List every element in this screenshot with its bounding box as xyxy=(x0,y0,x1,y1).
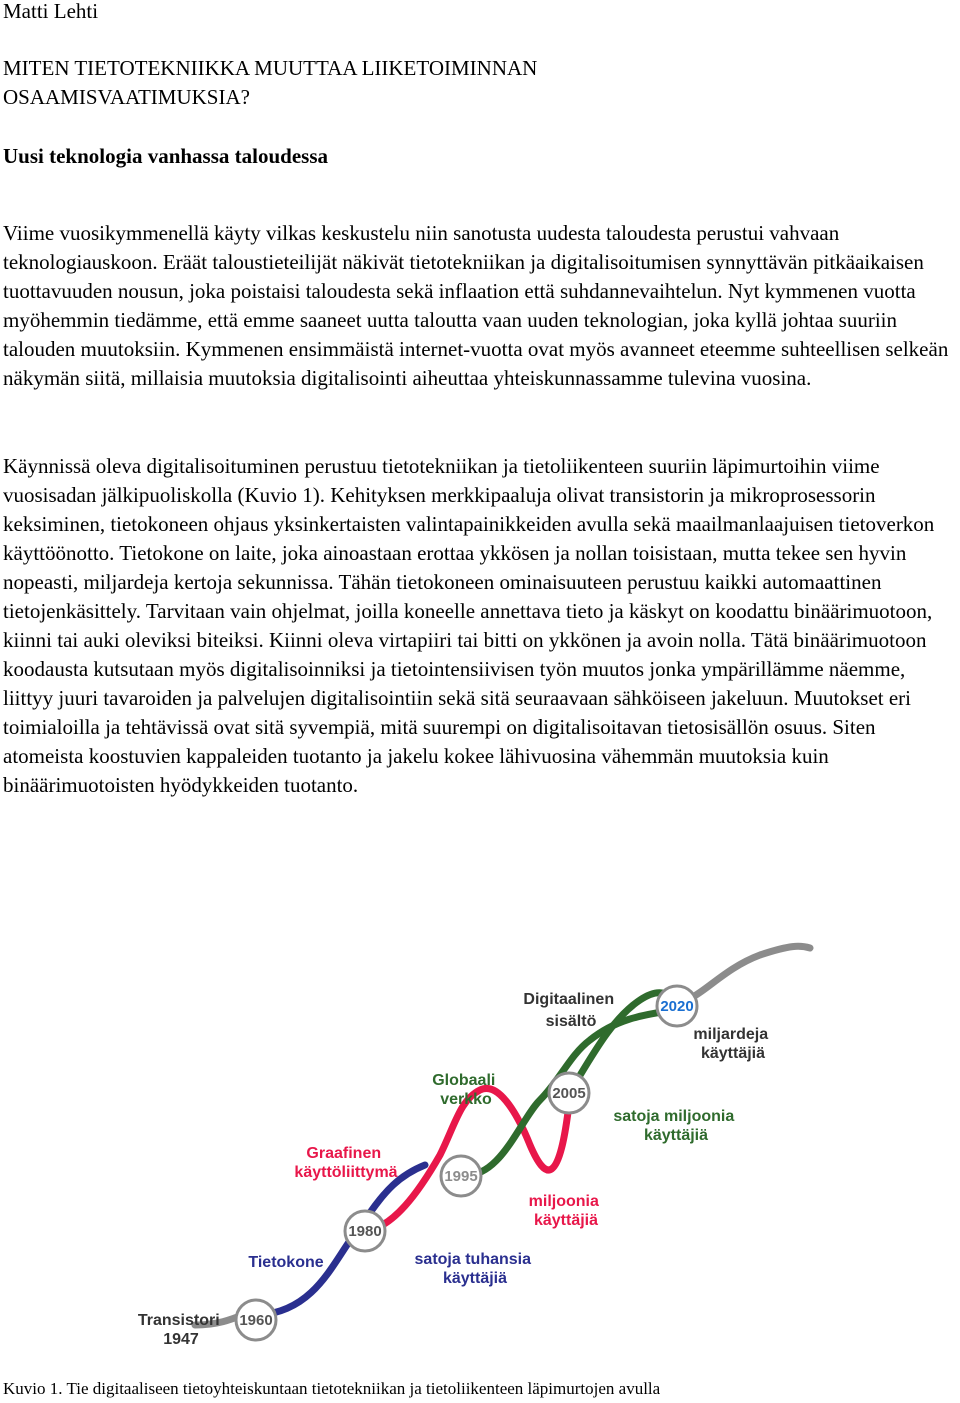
title-line-1: MITEN TIETOTEKNIIKKA MUUTTAA LIIKETOIMINNAN xyxy=(3,56,538,80)
label-miljoonia: miljoonia käyttäjiä xyxy=(528,1193,599,1229)
figure-svg xyxy=(0,920,960,1360)
title-line-2: OSAAMISVAATIMUKSIA? xyxy=(3,85,250,109)
paragraph-1: Viime vuosikymmenellä käyty vilkas keskustelu niin sanotusta uudesta taloudesta perustui vahvaan teknologiauskoon. Eräät taloustieteilijät näkivät tietotekniikan ja digitalisoitumisen synnyttävän pitkäaikaisen tuottavuuden nousun, joka poistaisi taloudesta sekä inflaation että suhdannevaihtelun. Nyt kymmenen vuotta myöhemmin tiedämme, että emme saaneet uutta taloutta vaan uuden teknologian, joka kyllä johtaa suuriin talouden muutoksiin. Kymmenen ensimmäistä internet-vuotta ovat myös avanneet eteemme suhteellisen selkeän näkymän siitä, millaisia muutoksia digitalisointi aiheuttaa yhteiskunnassamme tulevina vuosina. xyxy=(3,221,949,390)
year-1995-text: 1995 xyxy=(444,1168,478,1185)
year-badge-1980 xyxy=(345,1211,385,1251)
year-badge-2005 xyxy=(549,1073,589,1113)
year-2020-text: 2020 xyxy=(660,998,694,1015)
label-satoja-miljoonia: satoja miljoonia käyttäjiä xyxy=(613,1108,735,1144)
figure-digital-road xyxy=(0,920,960,1360)
year-badge-2020 xyxy=(657,986,697,1026)
year-1960-text: 1960 xyxy=(239,1312,273,1329)
curve-segment-navy xyxy=(260,1165,425,1315)
paragraph-2: Käynnissä oleva digitalisoituminen perustuu tietotekniikan ja tietoliikenteen suuriin läpimurtoihin viime vuosisadan jälkipuoliskolla (Kuvio 1). Kehityksen merkkipaaluja olivat transistorin ja mikroprosessorin keksiminen, tietokoneen ohjaus yksinkertaisten valintapainikkeiden avulla sekä maailmanlaajuisen tietoverkon käyttöönotto. Tietokone on laite, joka ainoastaan erottaa ykkösen ja nollan toisistaan, mutta tekee sen hyvin nopeasti, miljardeja kertoja sekunnissa. Tähän tietokoneen ominaisuuteen perustuu kaikki automaattinen tietojenkäsittely. Tarvitaan vain ohjelmat, joilla koneelle annettava tieto ja käskyt on koodattu binäärimuotoon, kiinni tai auki oleviksi biteiksi. Kiinni oleva virtapiiri tai bitti on ykkönen ja avoin nolla. Tätä binäärimuotoon koodausta kutsutaan myös digitalisoinniksi ja tietointensiivisen työn muutos jonka ympärillämme näemme, liittyy juuri tavaroiden ja palvelujen digitalisointiin sekä sitä seuraavaan sähköiseen jakeluun. Muutokset eri toimialoilla ja tehtävissä ovat sitä syvempiä, mitä suurempi on digitalisoitavan tietosisällön osuus. Siten atomeista koostuvien kappaleiden tuotanto ja jakelu kokee lähivuosina vähemmän muutoksia kuin binäärimuotoisten hyödykkeiden tuotanto. xyxy=(3,454,935,797)
label-graafinen-kayttoliittyma: Graafinen käyttöliittymä xyxy=(294,1145,398,1181)
author-name: Matti Lehti xyxy=(3,0,99,23)
label-tietokone: Tietokone xyxy=(248,1254,324,1271)
year-badge-1995 xyxy=(441,1156,481,1196)
figure-caption: Kuvio 1. Tie digitaaliseen tietoyhteiskuntaan tietotekniikan ja tietoliikenteen läpimurtojen avulla xyxy=(3,1379,661,1398)
year-1980-text: 1980 xyxy=(348,1223,382,1240)
label-satoja-tuhansia: satoja tuhansia käyttäjiä xyxy=(414,1251,532,1287)
label-digitaalinen-sisalto: Digitaalinen sisältö xyxy=(523,991,615,1030)
document-title xyxy=(3,54,903,112)
label-transistori: Transistori 1947 xyxy=(137,1312,220,1348)
label-miljardeja: miljardeja käyttäjiä xyxy=(693,1026,769,1062)
curve-segment-gray-end xyxy=(678,946,810,1002)
label-globaali-verkko: Globaali verkko xyxy=(432,1072,496,1108)
year-2005-text: 2005 xyxy=(552,1085,586,1102)
section-heading: Uusi teknologia vanhassa taloudessa xyxy=(3,144,328,168)
year-badge-1960 xyxy=(236,1300,276,1340)
